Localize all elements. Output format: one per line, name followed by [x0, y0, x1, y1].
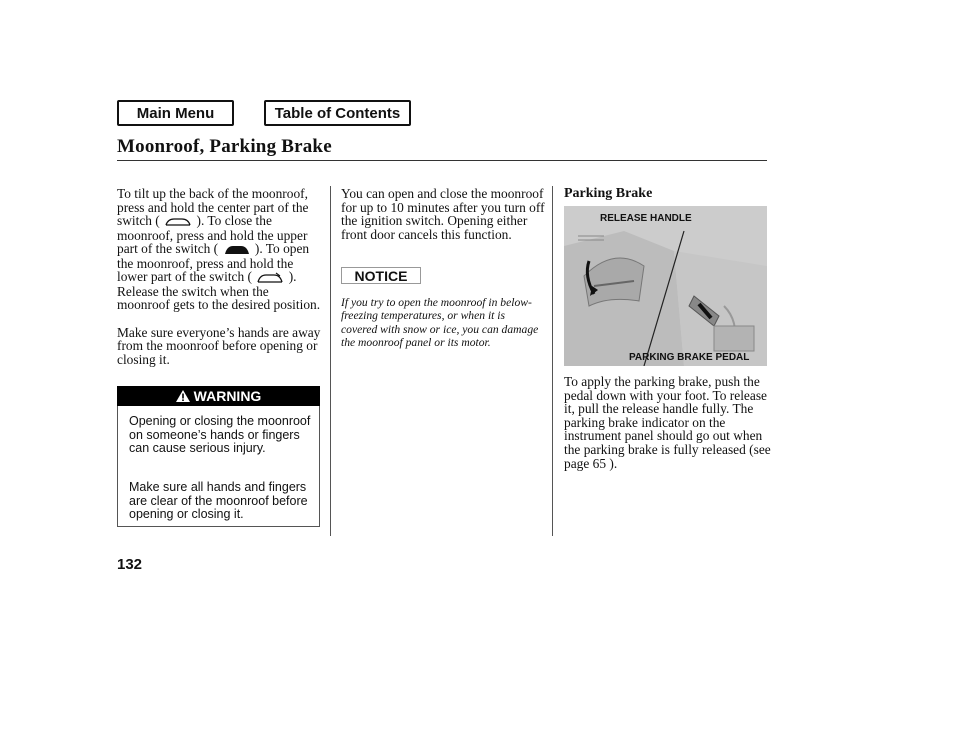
ignition-text: You can open and close the moonroof for up to 10 minutes after you turn off the ignition switch. Opening either front door cancels this function. — [341, 186, 545, 242]
column-divider-1 — [330, 186, 331, 536]
moonroof-instructions — [117, 187, 322, 367]
parking-brake-text-end: ). — [609, 455, 618, 471]
moonroof-text-4: ). Release the switch when the moonroof gets to the desired position. — [117, 269, 321, 313]
release-handle-label: RELEASE HANDLE — [600, 213, 692, 224]
column-divider-2 — [552, 186, 553, 536]
page-title: Moonroof, Parking Brake — [117, 136, 332, 157]
page-number: 132 — [117, 556, 143, 573]
hands-warning-text: Make sure everyone’s hands are away from the moonroof before opening or closing it. — [117, 324, 321, 368]
parking-brake-instructions: To apply the parking brake, push the pedal down with your foot. To release it, pull the release handle fully. The parking brake indicator on the instrument panel should go out when the parking brake is fully released (see page — [564, 374, 771, 471]
warning-label: WARNING — [193, 388, 262, 404]
moonroof-text-1: To tilt up the back of the moonroof, press and hold the center part of the switch ( — [117, 186, 309, 229]
warning-text-2: Make sure all hands and fingers are clear of the moonroof before opening or closing it. — [129, 480, 308, 521]
parking-brake-heading: Parking Brake — [564, 186, 653, 201]
title-divider — [117, 160, 767, 161]
moonroof-text-2: ). To close the moonroof, press and hold the upper part of the switch ( — [117, 213, 308, 257]
page-reference-link[interactable]: 65 — [592, 455, 607, 471]
parking-brake-illustration — [564, 206, 767, 366]
main-menu-button[interactable]: Main Menu — [117, 100, 234, 126]
parking-brake-text — [564, 375, 774, 470]
moonroof-text-3: ). To open the moonroof, press and hold the lower part of the switch ( — [117, 241, 310, 285]
notice-label: NOTICE — [341, 267, 421, 284]
warning-triangle-icon — [176, 390, 190, 402]
warning-text-1: Opening or closing the moonroof on someone’s hands or fingers can cause serious injury. — [129, 414, 311, 455]
parking-brake-pedal-label: PARKING BRAKE PEDAL — [629, 352, 750, 363]
table-of-contents-button[interactable]: Table of Contents — [264, 100, 411, 126]
warning-header — [117, 386, 320, 406]
notice-text: If you try to open the moonroof in below-freezing temperatures, or when it is covered with snow or ice, you can damage the moonroof panel or its motor. — [341, 296, 539, 350]
